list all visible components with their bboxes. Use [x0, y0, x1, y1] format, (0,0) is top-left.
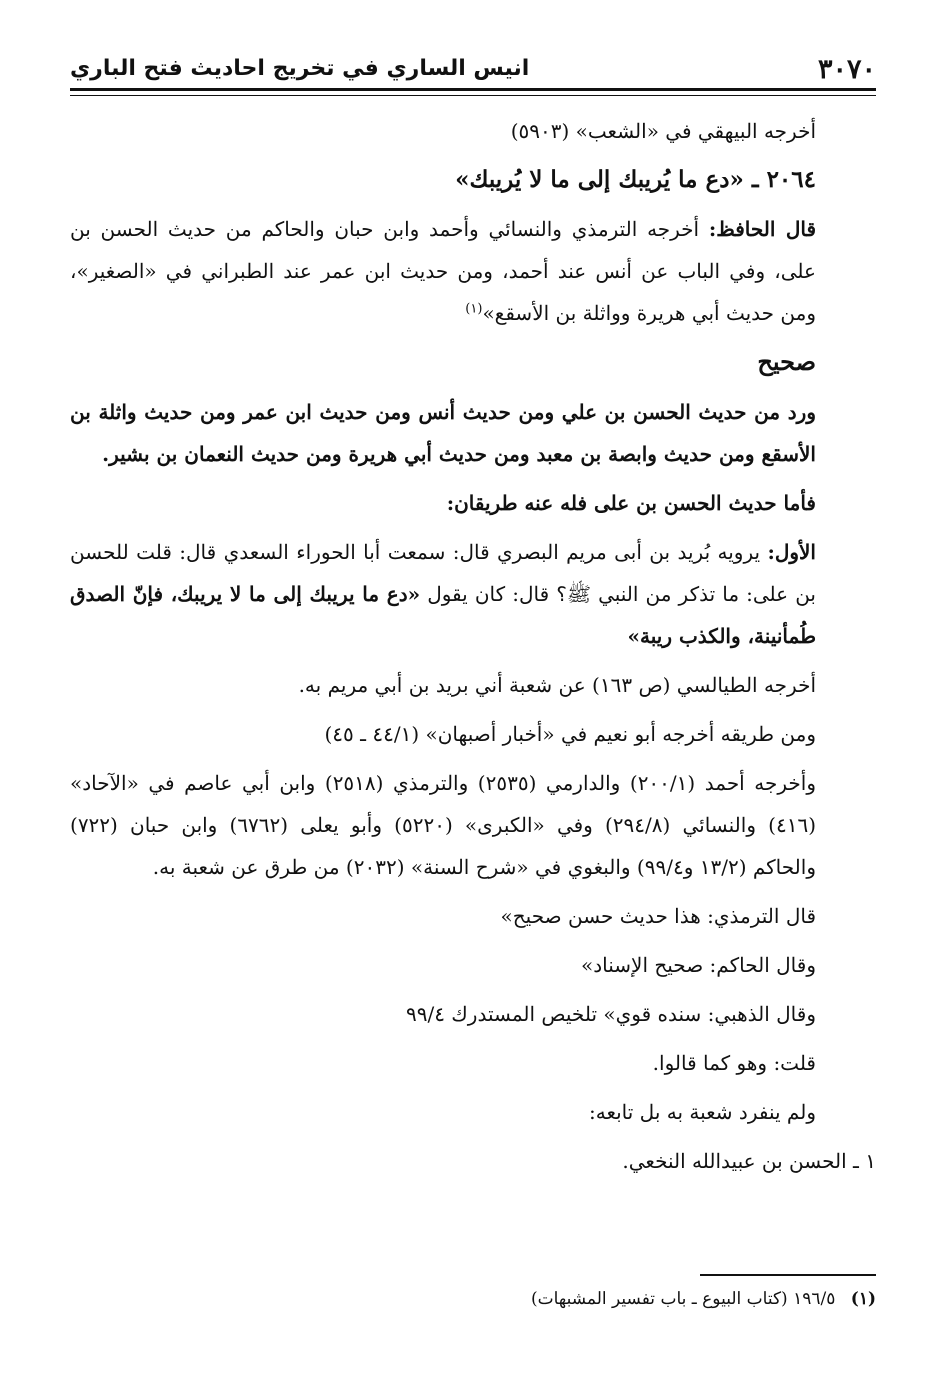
takhrij-bayhaqi: أخرجه البيهقي في «الشعب» (٥٩٠٣) [510, 119, 816, 143]
qultu-paragraph: قلت: وهو كما قالوا. [652, 1051, 816, 1075]
lam-paragraph: ولم ينفرد شعبة به بل تابعه: [588, 1100, 816, 1124]
list-item-1: ١ ـ الحسن بن عبيدالله النخعي. [622, 1149, 876, 1173]
header-rule [70, 88, 876, 91]
awwal-text: يرويه بُريد بن أبى مريم البصري قال: سمعت أبا الحوراء السعدي قال: قلت للحسن بن على: ما تذكر من النبي ﷺ؟ قال: كان يقول [70, 540, 816, 606]
page-number: ٣٠٧٠ [817, 54, 876, 85]
footnote-number: (١) [850, 1289, 876, 1309]
footnote [70, 1284, 876, 1314]
awwal-paragraph [70, 531, 876, 657]
hafiz-paragraph [70, 208, 876, 334]
tayalisi-paragraph: أخرجه الطيالسي (ص ١٦٣) عن شعبة أني بريد بن أبي مريم به. [298, 673, 816, 697]
amma-paragraph: فأما حديث الحسن بن على فله عنه طريقان: [446, 491, 816, 515]
footnote-divider [700, 1274, 876, 1276]
footnote-ref[interactable]: (١) [465, 301, 483, 317]
hafiz-text: أخرجه الترمذي والنسائي وأحمد وابن حبان والحاكم من حديث الحسن بن على، وفي الباب عن أنس عند أحمد، ومن حديث ابن عمر عند الطبراني في «الصغير»، ومن حديث أبي هريرة وواثلة بن الأسقع» [70, 217, 816, 325]
running-title: انيس الساري في تخريج احاديث فتح الباري [70, 56, 530, 81]
footnote-text: ١٩٦/٥ (كتاب البيوع ـ باب تفسير المشبهات) [530, 1289, 836, 1309]
hafiz-label: قال الحافظ: [708, 217, 817, 241]
grading-heading: صحيح [757, 347, 816, 376]
awwal-label: الأول: [767, 540, 816, 564]
warada-paragraph: ورد من حديث الحسن بن علي ومن حديث أنس ومن حديث ابن عمر ومن حديث واثلة بن الأسقع ومن حديث وابصة بن معبد ومن حديث أبي هريرة ومن حديث النعمان بن بشير. [70, 400, 816, 466]
page-header [70, 44, 876, 88]
hadith-heading: ٢٠٦٤ ـ «دع ما يُريبك إلى ما لا يُريبك» [455, 166, 816, 193]
abu-nuaym-paragraph: ومن طريقه أخرجه أبو نعيم في «أخبار أصبهان» (٤٤/١ ـ ٤٥) [324, 722, 816, 746]
ahmad-paragraph: وأخرجه أحمد (٢٠٠/١) والدارمي (٢٥٣٥) والترمذي (٢٥١٨) وابن أبي عاصم في «الآحاد» (٤١٦) والنسائي (٢٩٤/٨) وفي «الكبرى» (٥٢٢٠) وأبو يعلى (٦٧٦٢) وابن حبان (٧٢٢) والحاكم (١٣/٢ و٩٩/٤) والبغوي في «شرح السنة» (٢٠٣٢) من طرق عن شعبة به. [70, 771, 816, 879]
hadith-quote: «دع ما يريبك إلى ما لا يريبك، فإنّ الصدق طُمأنينة، والكذب ريبة» [70, 582, 816, 648]
tirmidhi-paragraph: قال الترمذي: هذا حديث حسن صحيح» [500, 904, 816, 928]
hakim-paragraph: وقال الحاكم: صحيح الإسناد» [581, 953, 816, 977]
main-text [70, 110, 876, 1189]
header-rule-thin [70, 95, 876, 96]
dhahabi-paragraph: وقال الذهبي: سنده قوي» تلخيص المستدرك ٩٩/٤ [405, 1002, 816, 1026]
